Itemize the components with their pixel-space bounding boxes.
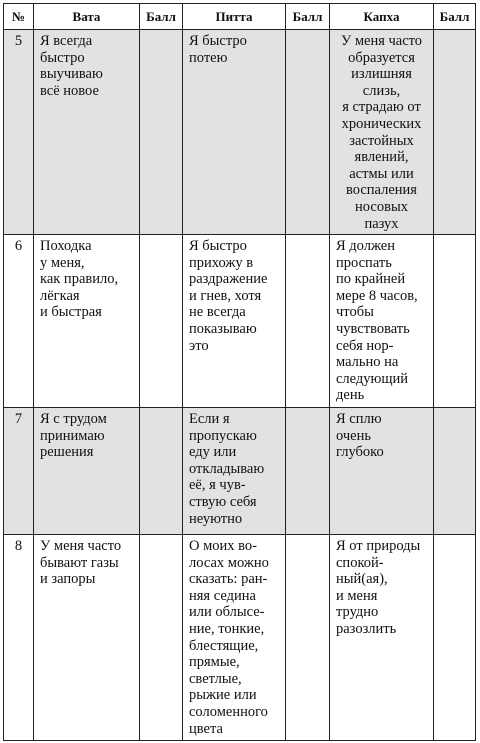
kapha-score-cell[interactable] [434,408,476,535]
vata-statement: Походка у меня, как правило, лёгкая и быстрая [34,235,140,408]
header-number: № [4,4,34,30]
kapha-statement: У меня часто образуется излишняя слизь, я страдаю от хронических застойных явлений, астмы или воспаления носовых пазух [330,30,434,235]
vata-score-cell[interactable] [140,408,183,535]
vata-statement: У меня часто бывают газы и запоры [34,535,140,741]
pitta-statement: Я быстро потею [183,30,286,235]
row-number: 7 [4,408,34,535]
kapha-score-cell[interactable] [434,30,476,235]
header-kapha-score: Балл [434,4,476,30]
vata-statement: Я всегда быстро выучиваю всё новое [34,30,140,235]
kapha-statement: Я должен проспать по крайней мере 8 часов, чтобы чувствовать себя нор- мально на следующий день [330,235,434,408]
pitta-statement: Если я пропускаю еду или откладываю её, я чув- ствую себя неуютно [183,408,286,535]
vata-score-cell[interactable] [140,235,183,408]
dosha-questionnaire-table [3,3,476,741]
kapha-statement: Я от природы спокой- ный(ая), и меня трудно разозлить [330,535,434,741]
header-vata-score: Балл [140,4,183,30]
header-kapha: Капха [330,4,434,30]
kapha-score-cell[interactable] [434,235,476,408]
pitta-statement: Я быстро прихожу в раздражение и гнев, хотя не всегда показываю это [183,235,286,408]
pitta-statement: О моих во- лосах можно сказать: ран- няя седина или облысе- ние, тонкие, блестящие, прямые, светлые, рыжие или соломенного цвета [183,535,286,741]
row-number: 6 [4,235,34,408]
kapha-statement: Я сплю очень глубоко [330,408,434,535]
header-pitta: Питта [183,4,286,30]
header-pitta-score: Балл [286,4,330,30]
pitta-score-cell[interactable] [286,30,330,235]
table-row [4,535,476,741]
table-header-row [4,4,476,30]
header-vata: Вата [34,4,140,30]
dosha-table-wrapper [3,3,476,741]
vata-score-cell[interactable] [140,30,183,235]
vata-statement: Я с трудом принимаю решения [34,408,140,535]
pitta-score-cell[interactable] [286,235,330,408]
table-row [4,235,476,408]
pitta-score-cell[interactable] [286,535,330,741]
pitta-score-cell[interactable] [286,408,330,535]
row-number: 5 [4,30,34,235]
row-number: 8 [4,535,34,741]
kapha-score-cell[interactable] [434,535,476,741]
vata-score-cell[interactable] [140,535,183,741]
table-row [4,408,476,535]
table-row [4,30,476,235]
